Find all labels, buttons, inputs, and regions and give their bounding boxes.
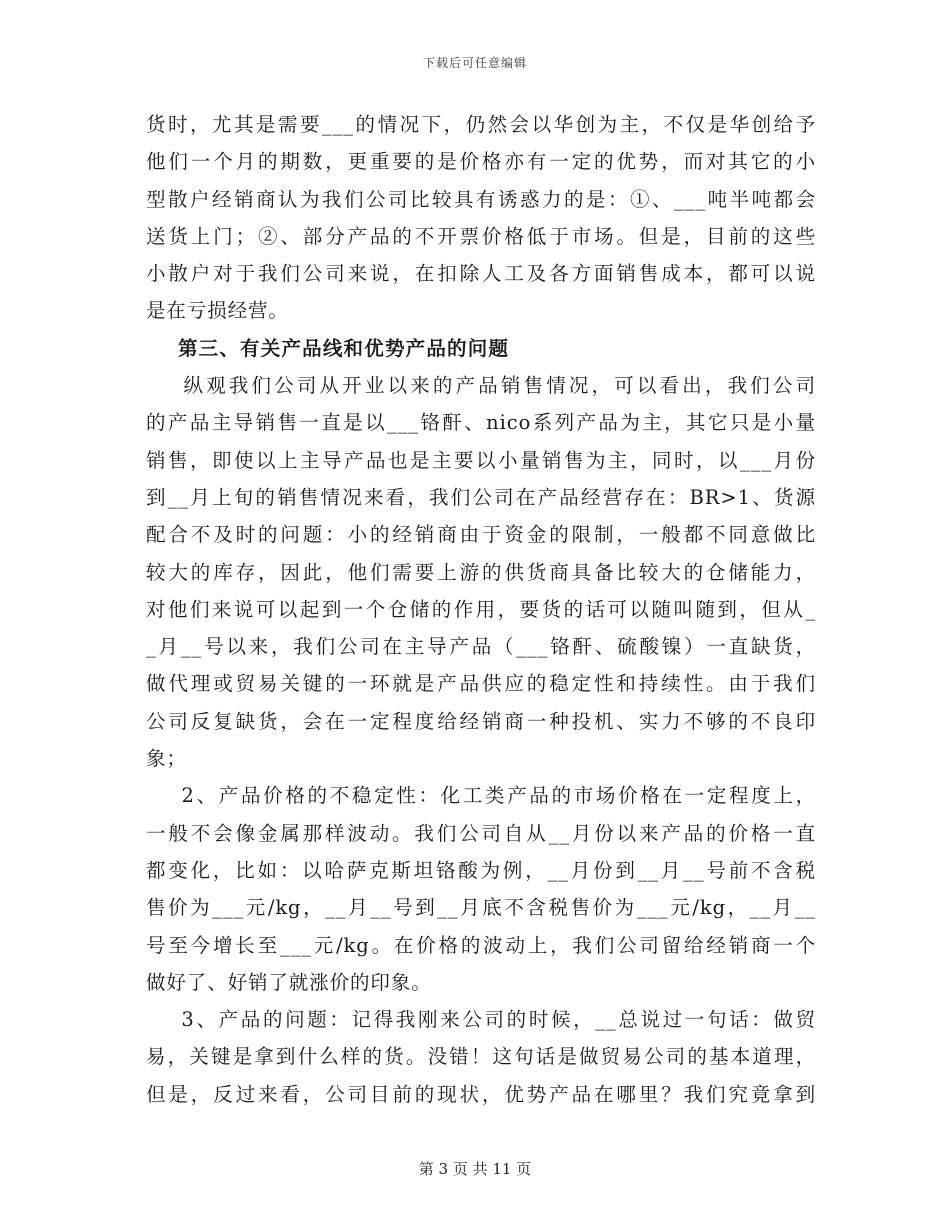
document-body: [146, 106, 816, 1113]
text-line: 货时，尤其是需要___的情况下，仍然会以华创为主，不仅是华创给予: [146, 113, 816, 136]
text-line: 2、产品价格的不稳定性：化工类产品的市场价格在一定程度上，: [146, 784, 816, 808]
text-line: 号至今增长至___元/kg。在价格的波动上，我们公司留给经销商一个: [146, 933, 816, 957]
text-line: 的产品主导销售一直是以___铬酐、nico系列产品为主，其它只是小量: [146, 411, 816, 435]
text-line: 他们一个月的期数，更重要的是价格亦有一定的优势，而对其它的小: [146, 150, 816, 174]
text-line: 象；: [146, 747, 187, 771]
page-header: 下载后可任意编辑: [422, 56, 527, 70]
text-line: 较大的库存，因此，他们需要上游的供货商具备比较大的仓储能力，: [146, 560, 816, 584]
text-line: 送货上门；②、部分产品的不开票价格低于市场。但是，目前的这些: [146, 224, 816, 248]
text-line: 一般不会像金属那样波动。我们公司自从__月份以来产品的价格一直: [146, 821, 816, 845]
text-line: _月__号以来，我们公司在主导产品（___铬酐、硫酸镍）一直缺货，: [146, 635, 816, 659]
text-line: 小散户对于我们公司来说，在扣除人工及各方面销售成本，都可以说: [146, 262, 816, 286]
text-line: 纵观我们公司从开业以来的产品销售情况，可以看出，我们公司: [146, 374, 816, 398]
text-line: 公司反复缺货，会在一定程度给经销商一种投机、实力不够的不良印: [146, 709, 816, 733]
text-line: 3、产品的问题：记得我刚来公司的时候，__总说过一句话：做贸: [146, 1008, 816, 1032]
text-line: 到__月上旬的销售情况来看，我们公司在产品经营存在：BR>1、货源: [146, 485, 816, 509]
page-footer: 第 3 页 共 11 页: [418, 1160, 532, 1178]
text-line: 是在亏损经营。: [146, 299, 289, 323]
text-line: 配合不及时的问题：小的经销商由于资金的限制，一般都不同意做比: [146, 523, 816, 547]
section-heading: 第三、有关产品线和优势产品的问题: [146, 336, 510, 360]
text-line: 做好了、好销了就涨价的印象。: [146, 970, 432, 994]
text-line: 易，关键是拿到什么样的货。没错！这句话是做贸易公司的基本道理，: [146, 1045, 816, 1069]
text-line: 但是，反过来看，公司目前的现状，优势产品在哪里？我们究竟拿到: [146, 1082, 816, 1106]
text-line: 销售，即使以上主导产品也是主要以小量销售为主，同时，以___月份: [146, 448, 816, 472]
text-line: 型散户经销商认为我们公司比较具有诱惑力的是：①、___吨半吨都会: [146, 187, 816, 211]
text-line: 做代理或贸易关键的一环就是产品供应的稳定性和持续性。由于我们: [146, 672, 816, 696]
text-line: 都变化，比如：以哈萨克斯坦铬酸为例，__月份到__月__号前不含税: [146, 858, 816, 882]
text-line: 对他们来说可以起到一个仓储的作用，要货的话可以随叫随到，但从_: [146, 597, 816, 621]
text-line: 售价为___元/kg，__月__号到__月底不含税售价为___元/kg，__月__: [146, 896, 816, 920]
